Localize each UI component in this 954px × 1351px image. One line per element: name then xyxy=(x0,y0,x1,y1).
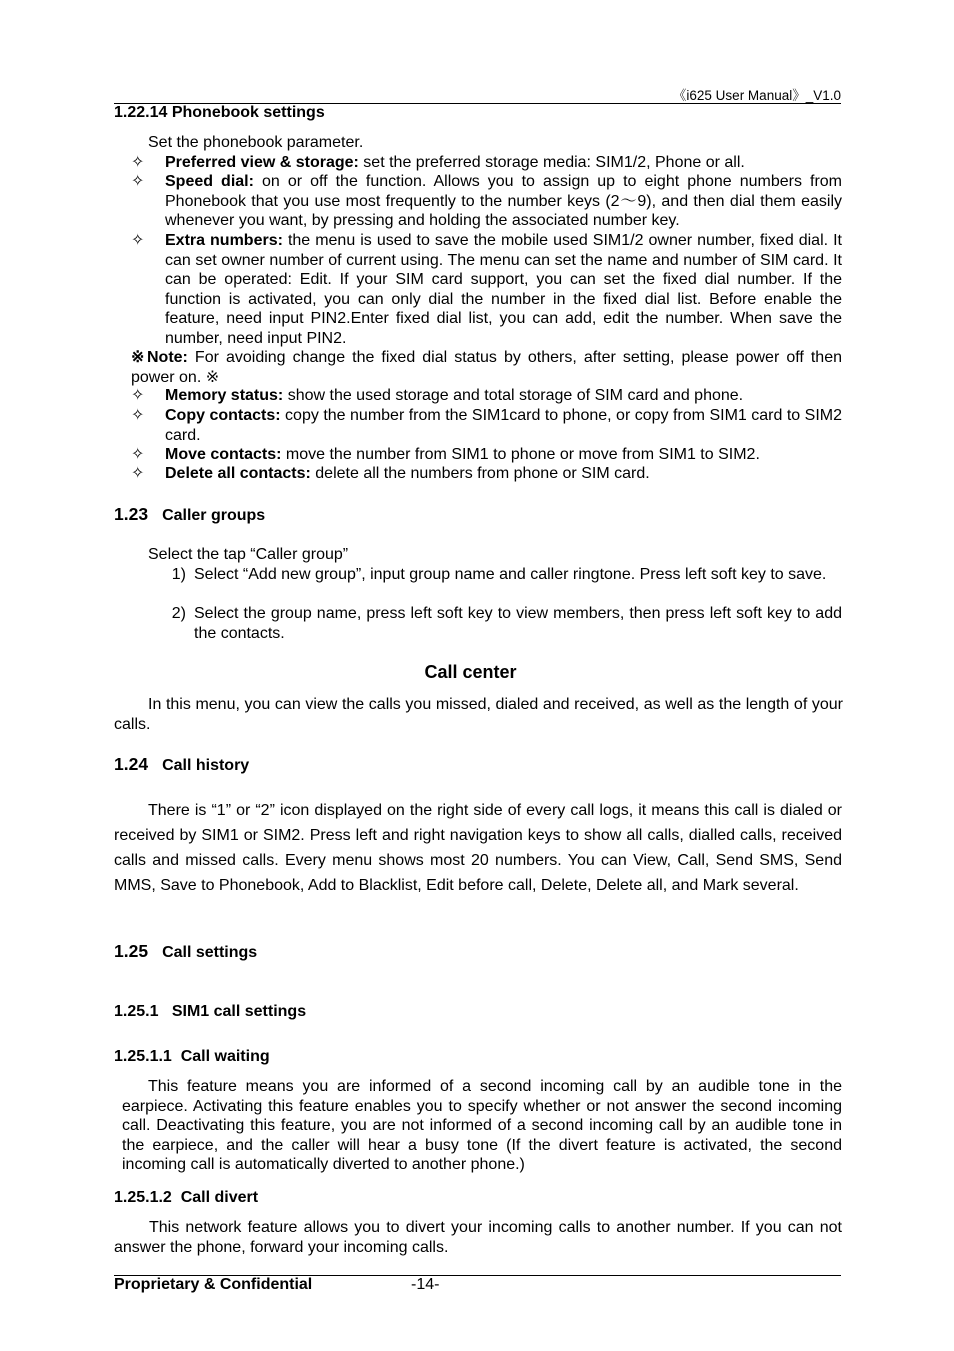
list-item xyxy=(131,153,842,173)
diamond-bullet-icon: ✧ xyxy=(131,446,145,463)
bullet-term: Speed dial: xyxy=(165,173,254,190)
note-label: ※Note: xyxy=(131,349,188,366)
section-heading-1-24 xyxy=(114,754,249,775)
section-heading-1-23 xyxy=(114,504,265,525)
bullet-text: on or off the function. Allows you to assign up to eight phone numbers from Phonebook that you use most frequently to the number keys (2～9), and then dial them easily whenever you want, by pressing and holding the associated number key. xyxy=(165,173,843,229)
section-label: Caller groups xyxy=(162,507,266,524)
list-item xyxy=(131,231,842,348)
section-number: 1.25 xyxy=(114,941,149,961)
diamond-bullet-icon: ✧ xyxy=(131,465,145,482)
list-item xyxy=(131,172,842,231)
list-item xyxy=(131,386,842,406)
bullet-term: Memory status: xyxy=(165,387,284,404)
bullet-term: Delete all contacts: xyxy=(165,465,311,482)
running-header: 《i625 User Manual》_V1.0 xyxy=(672,88,841,103)
diamond-bullet-icon: ✧ xyxy=(131,173,145,190)
section-number: 1.24 xyxy=(114,754,149,774)
bullet-text: move the number from SIM1 to phone or move from SIM1 to SIM2. xyxy=(281,446,760,463)
bullet-term: Preferred view & storage: xyxy=(165,154,359,171)
step-text: Select the group name, press left soft key to view members, then press left soft key to add the contacts. xyxy=(194,605,842,642)
section-heading-1-25 xyxy=(114,941,257,962)
bullet-term: Move contacts: xyxy=(165,446,282,463)
bullet-text: copy the number from the SIM1card to phone, or copy from SIM1 card to SIM2 card. xyxy=(165,407,842,444)
section-body: This feature means you are informed of a second incoming call by an audible tone in the earpiece. Activating this feature enables you to specify whether or not answer the second incoming call. Deactivating this feature, you are not informed of a second incoming call by an audible tone in the earpiece, and the caller will hear a busy tone (If the divert feature is activated, the second incoming call is automatically diverted to another phone.) xyxy=(122,1078,842,1173)
chapter-title: Call center xyxy=(424,662,517,682)
bullet-term: Copy contacts: xyxy=(165,407,281,424)
bullet-text: the menu is used to save the mobile used SIM1/2 owner number, fixed dial. It can set owner number of current using. The menu can set the name and number of SIM card. It can be operated: Edit. If your SIM card support, you can set the fixed dial number. If the function is activated, you can only dial the number in the fixed dial list. Before enable the feature, need input PIN2.Enter fixed dial list, you can add, edit the number. When save the number, need input PIN2. xyxy=(165,232,842,347)
list-item xyxy=(156,604,842,643)
step-text: Select “Add new group”, input group name and caller ringtone. Press left soft key to save. xyxy=(194,566,827,583)
diamond-bullet-icon: ✧ xyxy=(131,387,145,404)
step-number: 1) xyxy=(171,566,186,583)
section-body: This network feature allows you to divert your incoming calls to another number. If you can not answer the phone, forward your incoming calls. xyxy=(114,1219,842,1256)
bullet-text: show the used storage and total storage of SIM card and phone. xyxy=(283,387,744,404)
list-item xyxy=(131,464,842,484)
bullet-text: set the preferred storage media: SIM1/2, Phone or all. xyxy=(358,154,745,171)
section-intro: Select the tap “Caller group” xyxy=(148,546,349,563)
diamond-bullet-icon: ✧ xyxy=(131,407,145,424)
step-number: 2) xyxy=(171,605,186,622)
footer-confidential: Proprietary & Confidential xyxy=(114,1276,313,1293)
bullet-term: Extra numbers: xyxy=(165,232,283,249)
section-title-1-25-1-2: 1.25.1.2 Call divert xyxy=(114,1189,259,1206)
bullet-text: delete all the numbers from phone or SIM card. xyxy=(310,465,650,482)
section-label: Call settings xyxy=(162,944,258,961)
section-number: 1.23 xyxy=(114,504,149,524)
diamond-bullet-icon: ✧ xyxy=(131,154,145,171)
section-title-1-25-1-1: 1.25.1.1 Call waiting xyxy=(114,1048,270,1065)
section-intro: Set the phonebook parameter. xyxy=(148,134,364,151)
note-text: For avoiding change the fixed dial status by others, after setting, please power off then power on. ※ xyxy=(131,349,842,386)
page-number: -14- xyxy=(411,1276,440,1293)
list-item xyxy=(131,406,842,445)
list-item xyxy=(156,565,842,585)
section-title-1-25-1: 1.25.1 SIM1 call settings xyxy=(114,1003,307,1020)
chapter-intro: In this menu, you can view the calls you missed, dialed and received, as well as the length of your calls. xyxy=(114,696,843,733)
note-paragraph xyxy=(131,348,842,387)
diamond-bullet-icon: ✧ xyxy=(131,232,145,249)
section-label: Call history xyxy=(162,757,250,774)
section-body: There is “1” or “2” icon displayed on the right side of every call logs, it means this call is dialed or received by SIM1 or SIM2. Press left and right navigation keys to show all calls, dialled calls, received calls and missed calls. Every menu shows most 20 numbers. You can View, Call, Send SMS, Send MMS, Save to Phonebook, Add to Blacklist, Edit before call, Delete, Delete all, and Mark several. xyxy=(114,802,842,894)
section-title-1-22-14: 1.22.14 Phonebook settings xyxy=(114,104,325,121)
list-item xyxy=(131,445,842,465)
